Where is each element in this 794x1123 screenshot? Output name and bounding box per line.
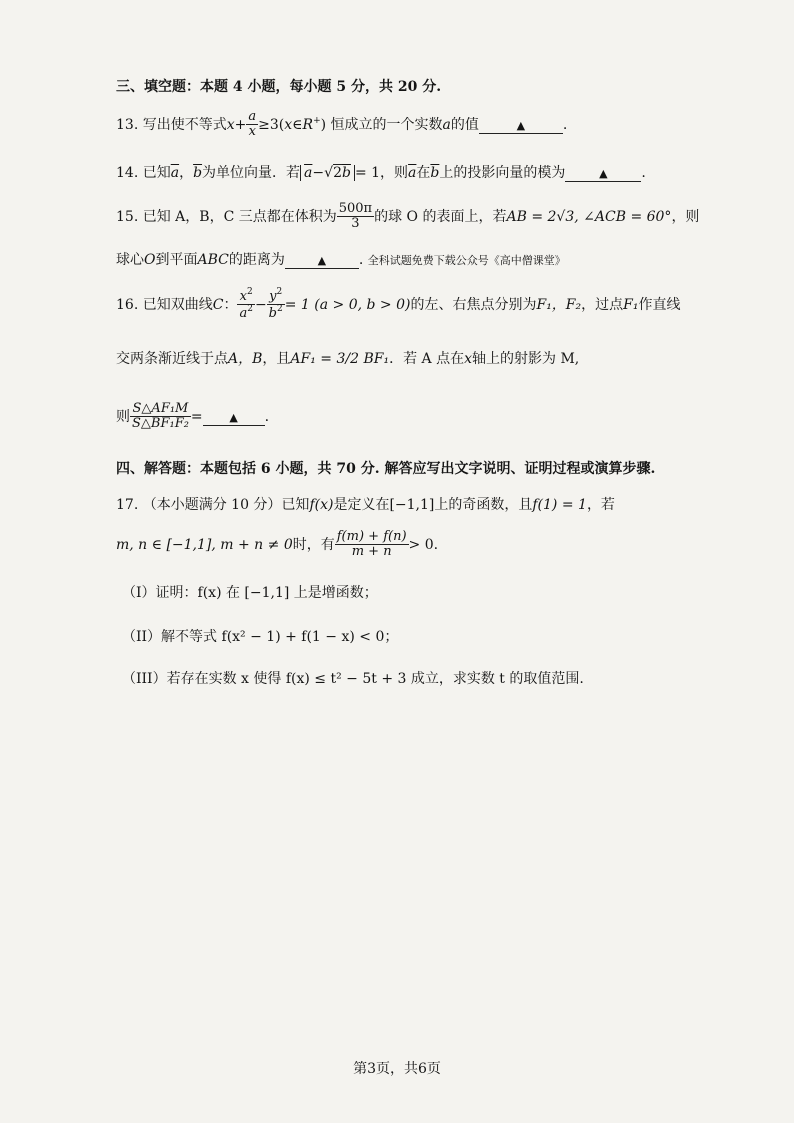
q16-points: A，B xyxy=(228,351,263,367)
q17-text-d: ，若 xyxy=(586,497,615,513)
q16-s-den: S△BF₁F₂ xyxy=(132,416,189,432)
q13-fraction: $\frac{a}{x}$ xyxy=(248,109,257,140)
q17-frac-den: m + n xyxy=(351,544,392,560)
q17-text-a: 已知 xyxy=(281,497,310,513)
q16-eq-rest: = 1 (a > 0, b > 0) xyxy=(284,296,411,313)
q17-condition: m, n ∈ [−1,1], m + n ≠ 0 xyxy=(116,536,293,553)
q17-fx: f(x) xyxy=(309,497,334,513)
blank-triangle-icon: ▲ xyxy=(317,254,327,267)
q17-line2-c: > 0. xyxy=(408,536,439,553)
question-17 xyxy=(116,494,615,514)
q14-end: . xyxy=(641,165,646,181)
question-15-line2 xyxy=(116,249,566,269)
q17-interval: [−1,1] xyxy=(389,497,435,513)
q14-vec-a: $\overline{a}$ xyxy=(170,165,180,181)
q16-text-b: 的左、右焦点分别为 xyxy=(410,296,537,313)
q16-answer-blank xyxy=(203,409,265,426)
q16-frac-y: $\frac{y^2}{b^2}$ xyxy=(268,287,283,322)
q17-part-3: （III）若存在实数 x 使得 f(x) ≤ t² − 5t + 3 成立，求实数 t 的取值范围. xyxy=(122,671,584,687)
q16-s-num: S△AF₁M xyxy=(132,401,189,416)
q14-sep: ， xyxy=(179,165,194,181)
q15-abc: ABC xyxy=(197,252,229,268)
section-4-heading: 四、解答题：本题包括 6 小题，共 70 分. 解答应写出文字说明、证明过程或演算步骤. xyxy=(116,461,656,477)
q15-text-c: ，则 xyxy=(671,208,700,225)
question-16-line3 xyxy=(116,402,269,432)
q13-number: 13. xyxy=(116,116,139,133)
q16-frac-x: $\frac{x^2}{a^2}$ xyxy=(239,287,253,322)
q17-score: （本小题满分 10 分） xyxy=(142,497,282,513)
q16-line3-eq: = xyxy=(190,408,203,425)
q15-text-b: 的球 O 的表面上，若 xyxy=(374,208,507,225)
question-17-line2 xyxy=(116,530,438,560)
q16-curve: C xyxy=(212,296,224,313)
q16-text-a: 已知双曲线 xyxy=(142,296,213,313)
blank-triangle-icon: ▲ xyxy=(229,410,238,424)
q15-text-a: 已知 A，B，C 三点都在体积为 xyxy=(142,208,337,225)
watermark-text: 全科试题免费下载公众号《高中僧课堂》 xyxy=(367,254,566,267)
q17-text-b: 是定义在 xyxy=(333,497,390,513)
q14-text-e: 上的投影向量的模为 xyxy=(439,165,566,181)
q17-line2-b: 时，有 xyxy=(292,536,335,553)
q13-text-b: 恒成立的一个实数 xyxy=(330,116,443,133)
q16-area-ratio xyxy=(130,402,191,432)
q15-condition: AB = 2√3, ∠ACB = 60° xyxy=(506,208,672,225)
q14-abs-expr: $\overline{a}-√2\overline{b}$ xyxy=(300,165,355,181)
q17-f1: f(1) = 1 xyxy=(532,497,587,513)
q16-f1: F₁ xyxy=(623,296,639,313)
q13-end: . xyxy=(562,116,568,133)
q13-text-c: 的值 xyxy=(450,116,479,133)
q17-number: 17. xyxy=(116,497,139,513)
q14-answer-blank xyxy=(565,165,641,182)
blank-triangle-icon: ▲ xyxy=(599,167,608,180)
q13-var: a xyxy=(442,116,451,133)
section-3-heading: 三、填空题：本题 4 小题，每小题 5 分，共 20 分. xyxy=(116,79,442,95)
q14-eq: = 1 xyxy=(354,165,381,181)
q15-frac-den: 3 xyxy=(351,216,360,232)
q16-ratio: AF₁ = 3/2 BF₁ xyxy=(290,351,390,367)
q14-vec-b: $\overline{b}$ xyxy=(193,165,203,181)
q14-text-b: 为单位向量．若 xyxy=(202,165,301,181)
q13-text: 写出使不等式 xyxy=(142,116,227,133)
q14-text-a: 已知 xyxy=(142,165,171,181)
q17-text-c: 上的奇函数，且 xyxy=(434,497,533,513)
q17-frac-num: f(m) + f(n) xyxy=(336,529,407,544)
question-15 xyxy=(116,202,699,232)
q16-line2-c: ．若 A 点在 xyxy=(389,351,465,367)
q15-answer-blank xyxy=(285,252,359,269)
q15-end: . xyxy=(358,252,364,268)
question-13: 13. 写出使不等式x+ $\frac{a}{x}$ ≥3(x∈R+) 恒成立的一个实数a的值 ▲ . xyxy=(116,109,568,140)
q14-number: 14. xyxy=(116,165,139,181)
q15-line2-a: 球心 xyxy=(116,252,144,268)
q16-foci: F₁，F₂ xyxy=(536,296,582,313)
q15-o: O xyxy=(144,252,156,268)
q16-line2-d: 轴上的射影为 M, xyxy=(472,351,580,367)
q16-text-d: 作直线 xyxy=(638,296,681,313)
q15-number: 15. xyxy=(116,208,139,225)
q14-text-c: ，则 xyxy=(380,165,409,181)
q17-part-2: （II）解不等式 f(x² − 1) + f(1 − x) < 0； xyxy=(122,629,399,645)
q13-answer-blank xyxy=(479,117,563,134)
question-16: 16. 已知双曲线C： $\frac{x^2}{a^2}$ − $\frac{y^2}{b^2}$ = 1 (a > 0, b > 0)的左、右焦点分别为F₁，F₂，过点F₁作直线 xyxy=(116,287,681,322)
page-footer: 第3页，共6页 xyxy=(353,1061,441,1077)
q14-text-d: 在 xyxy=(416,165,431,181)
q17-part-1: （I）证明：f(x) 在 [−1,1] 上是增函数； xyxy=(122,585,378,601)
q16-number: 16. xyxy=(116,296,139,313)
q16-colon: ： xyxy=(223,296,238,313)
q15-volume-fraction xyxy=(337,202,374,232)
q16-end: . xyxy=(264,408,270,425)
question-16-line2 xyxy=(116,348,579,368)
question-14: 14. 已知$\overline{a}$，$\overline{b}$为单位向量．若 $\overline{a}-√2\overline{b} = 1$，则$\overline{a}$在$\overline{b}$上的投影向量的模为 ▲ . xyxy=(116,165,646,181)
q15-frac-num: 500π xyxy=(338,201,373,216)
q16-text-c: ，过点 xyxy=(581,296,624,313)
blank-triangle-icon: ▲ xyxy=(516,118,526,132)
q16-line2-b: ，且 xyxy=(262,351,291,367)
q16-line2-a: 交两条渐近线于点 xyxy=(116,351,228,367)
q16-x: x xyxy=(464,351,472,367)
q15-line2-b: 到平面 xyxy=(155,252,198,268)
q16-line3-a: 则 xyxy=(116,408,130,425)
q17-fraction xyxy=(335,530,409,560)
q15-line2-c: 的距离为 xyxy=(228,252,285,268)
